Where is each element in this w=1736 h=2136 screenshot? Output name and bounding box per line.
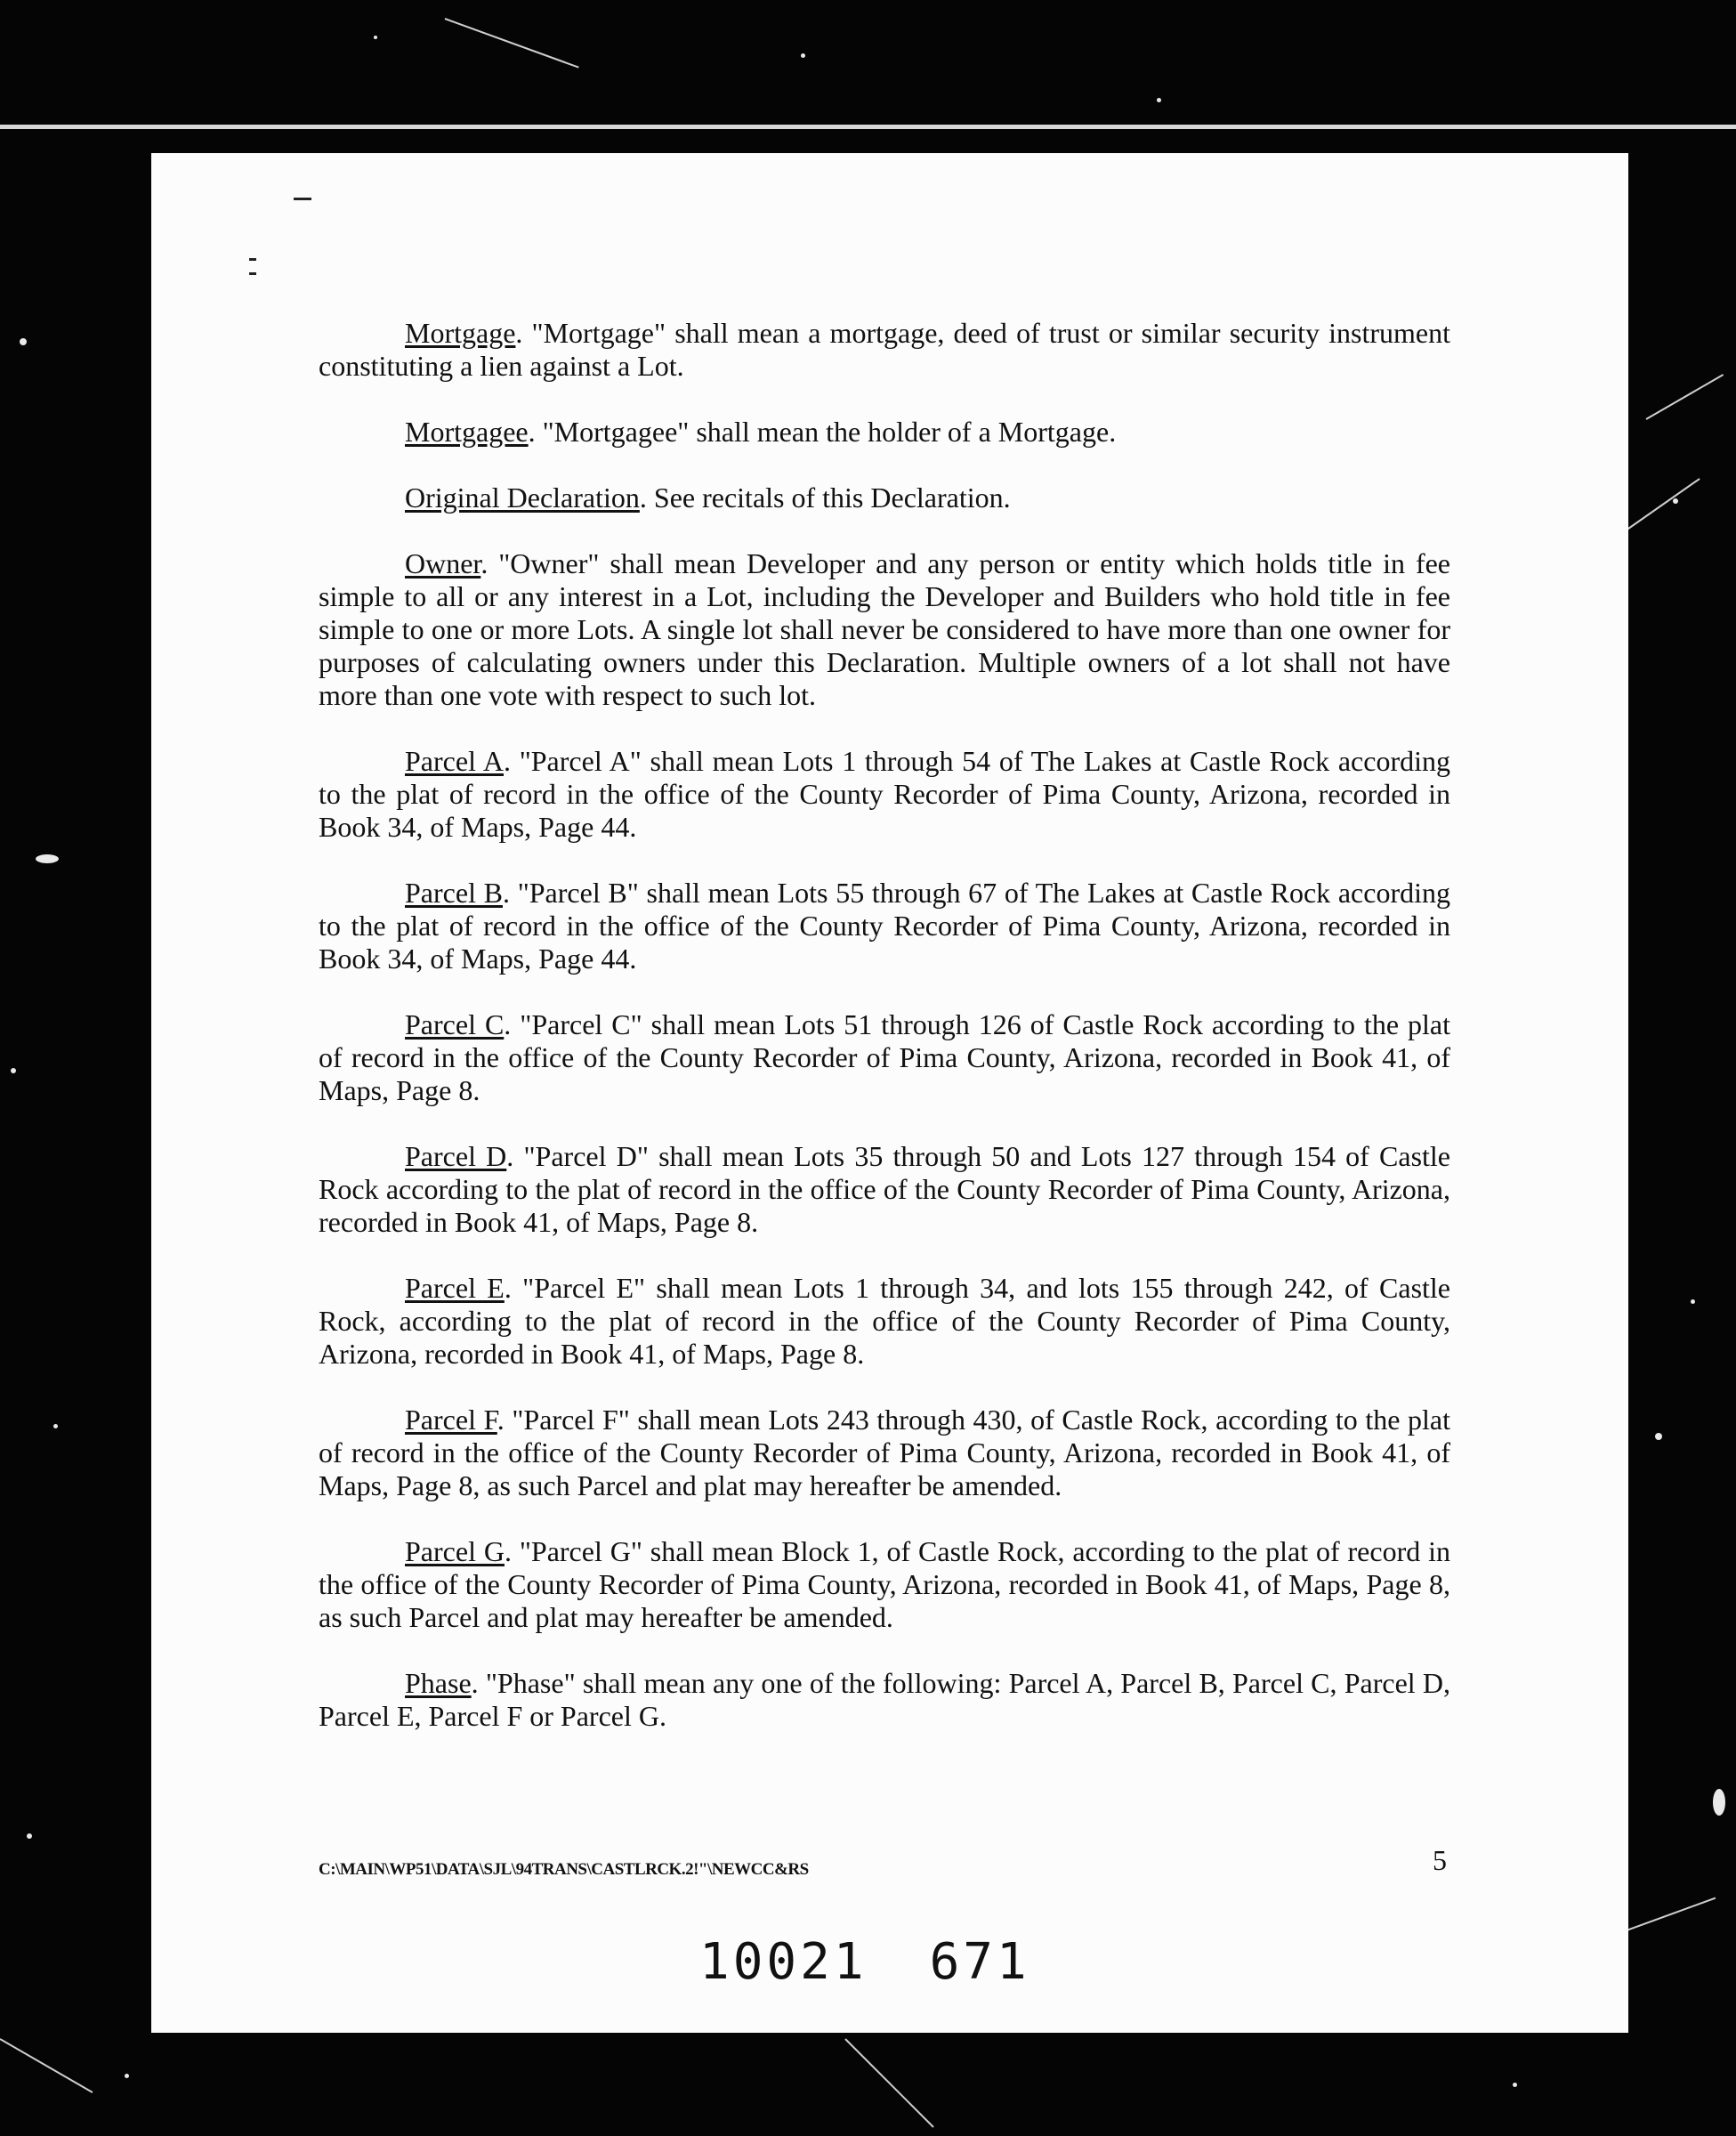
definition-parcel-a xyxy=(319,745,1450,844)
definition-text: . "Parcel E" shall mean Lots 1 through 34, and lots 155 through 242, of Castle Rock, according to the plat of record in the office of the County Recorder of Pima County, Arizona, recorded in Book 41, of Maps, Page 8. xyxy=(319,1272,1451,1370)
definition-parcel-d xyxy=(319,1140,1450,1239)
definition-parcel-g xyxy=(319,1535,1450,1634)
definition-parcel-f xyxy=(319,1404,1450,1502)
scan-scratch xyxy=(445,18,579,69)
defined-term: Parcel D xyxy=(405,1140,507,1172)
scan-speck xyxy=(1673,498,1678,504)
scan-border-line xyxy=(0,125,1736,129)
definition-text: . "Parcel F" shall mean Lots 243 through 430, of Castle Rock, according to the plat of record in the office of the County Recorder of Pima County, Arizona, recorded in Book 41, of Maps, Page 8, as such Parcel and plat may hereafter be amended. xyxy=(319,1404,1451,1501)
definition-mortgage xyxy=(319,317,1450,383)
definition-text: . "Parcel C" shall mean Lots 51 through 126 of Castle Rock according to the plat of record in the office of the County Recorder of Pima County, Arizona, recorded in Book 41, of Maps, Page 8. xyxy=(319,1008,1451,1106)
scan-scratch xyxy=(844,2038,933,2127)
scan-scratch xyxy=(1619,478,1700,536)
footer-file-path: C:\MAIN\WP51\DATA\SJL\94TRANS\CASTLRCK.2!"\NEWCC&RS xyxy=(319,1860,809,1879)
defined-term: Mortgagee xyxy=(405,416,529,448)
defined-term: Mortgage xyxy=(405,317,516,349)
defined-term: Parcel G xyxy=(405,1535,505,1567)
defined-term: Owner xyxy=(405,547,481,579)
scan-speck xyxy=(1655,1433,1662,1440)
scan-speck xyxy=(125,2074,129,2078)
definition-text: . "Parcel A" shall mean Lots 1 through 54 of The Lakes at Castle Rock according to the plat of record in the office of the County Recorder of Pima County, Arizona, recorded in Book 34, of Maps, Page 44. xyxy=(319,745,1451,843)
defined-term: Parcel A xyxy=(405,745,504,777)
scan-scratch xyxy=(0,2038,93,2093)
defined-term: Parcel B xyxy=(405,877,503,909)
margin-mark xyxy=(249,272,256,275)
definitions-section xyxy=(319,317,1450,1766)
scan-speck xyxy=(11,1068,16,1073)
definition-original-declaration xyxy=(319,481,1450,514)
defined-term: Parcel C xyxy=(405,1008,505,1040)
scan-speck xyxy=(36,854,59,863)
scan-speck xyxy=(53,1424,58,1428)
definition-text: . "Mortgagee" shall mean the holder of a Mortgage. xyxy=(528,416,1117,448)
defined-term: Parcel E xyxy=(405,1272,505,1304)
scan-scratch xyxy=(1646,374,1724,420)
definition-parcel-c xyxy=(319,1008,1450,1107)
margin-mark xyxy=(249,258,256,261)
definition-text: . "Owner" shall mean Developer and any person or entity which holds title in fee simple to all or any interest in a Lot, including the Developer and Builders who hold title in fee simple to one or more Lots. A single lot shall never be considered to have more than one owner for purposes of calculating owners under this Declaration. Multiple owners of a lot shall not have more than one vote with respect to such lot. xyxy=(319,547,1450,711)
page-number: 5 xyxy=(1433,1844,1447,1876)
recording-page: 671 xyxy=(929,1933,1030,1991)
definition-owner xyxy=(319,547,1450,712)
definition-text: . See recitals of this Declaration. xyxy=(639,481,1011,514)
scan-speck xyxy=(27,1833,32,1839)
recording-book: 10021 xyxy=(699,1933,868,1991)
definition-phase xyxy=(319,1667,1450,1733)
scan-speck xyxy=(801,53,805,58)
document-sheet xyxy=(151,153,1628,2033)
definition-parcel-b xyxy=(319,877,1450,975)
margin-mark xyxy=(294,198,311,200)
scan-speck xyxy=(20,338,27,345)
defined-term: Parcel F xyxy=(405,1404,497,1436)
scan-speck xyxy=(1513,2083,1517,2087)
scan-speck xyxy=(374,36,377,39)
scan-speck xyxy=(1691,1299,1695,1304)
definition-text: . "Mortgage" shall mean a mortgage, deed of trust or similar security instrument constituting a lien against a Lot. xyxy=(319,317,1450,382)
scan-speck xyxy=(1713,1789,1725,1816)
defined-term: Original Declaration xyxy=(405,481,640,514)
defined-term: Phase xyxy=(405,1667,472,1699)
definition-text: . "Phase" shall mean any one of the following: Parcel A, Parcel B, Parcel C, Parcel D, Parcel E, Parcel F or Parcel G. xyxy=(319,1667,1450,1732)
scan-speck xyxy=(1157,98,1161,102)
definition-mortgagee xyxy=(319,416,1450,449)
definition-text: . "Parcel G" shall mean Block 1, of Castle Rock, according to the plat of record in the office of the County Recorder of Pima County, Arizona, recorded in Book 41, of Maps, Page 8, as such Parcel and plat may hereafter be amended. xyxy=(319,1535,1451,1633)
recording-stamp xyxy=(699,1933,1030,1991)
definition-parcel-e xyxy=(319,1272,1450,1371)
definition-text: . "Parcel D" shall mean Lots 35 through 50 and Lots 127 through 154 of Castle Rock according to the plat of record in the office of the County Recorder of Pima County, Arizona, recorded in Book 41, of Maps, Page 8. xyxy=(319,1140,1451,1238)
definition-text: . "Parcel B" shall mean Lots 55 through 67 of The Lakes at Castle Rock according to the plat of record in the office of the County Recorder of Pima County, Arizona, recorded in Book 34, of Maps, Page 44. xyxy=(319,877,1451,975)
